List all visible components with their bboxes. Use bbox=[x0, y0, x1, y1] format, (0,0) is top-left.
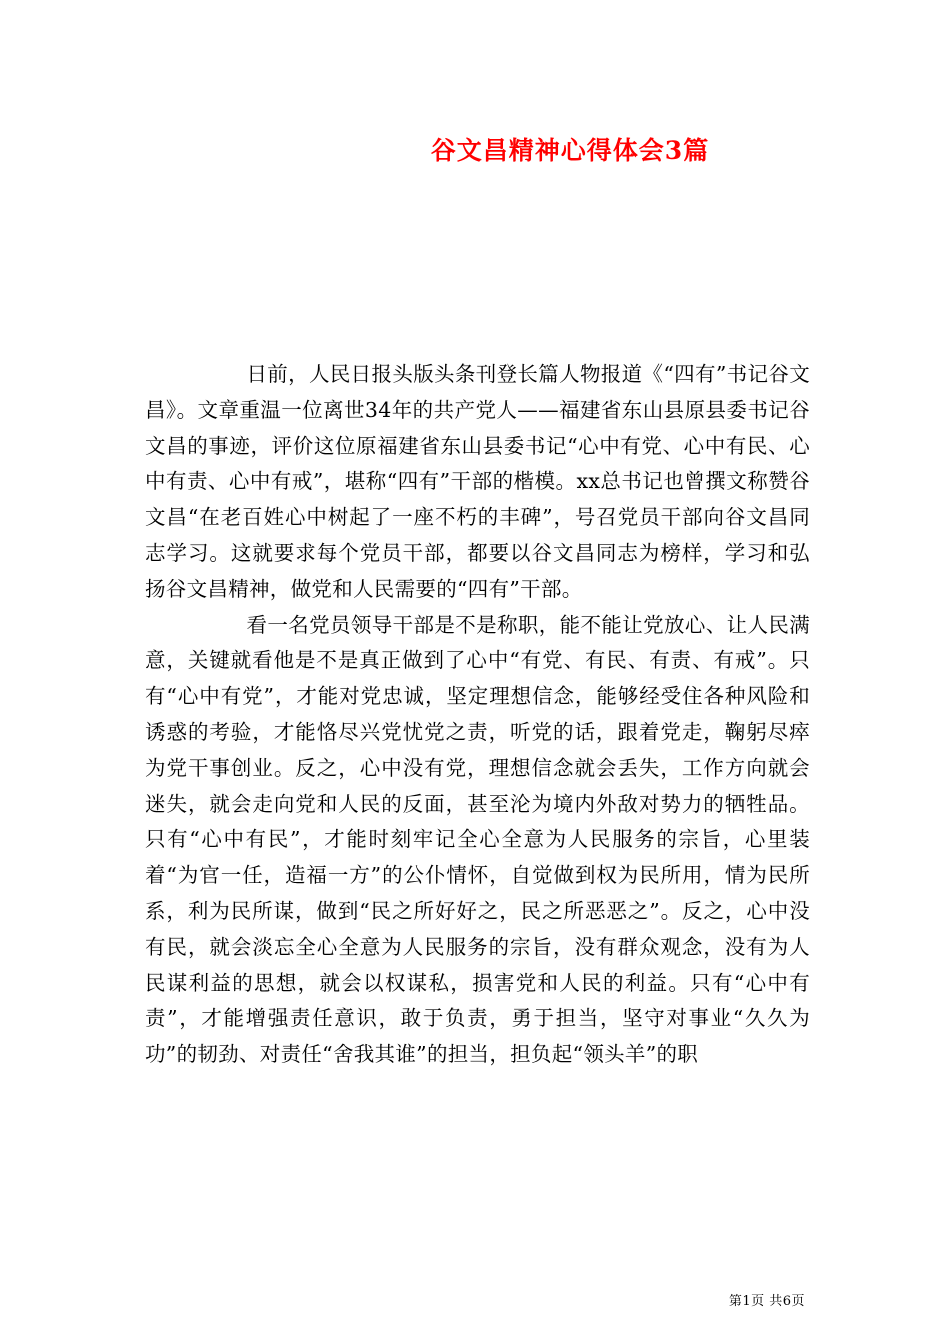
page-number: 第1页 共6页 bbox=[728, 1294, 805, 1309]
paragraph-1: 日前，人民日报头版头条刊登长篇人物报道《“四有”书记谷文昌》。文章重温一位离世34年的共产党人——福建省东山县原县委书记谷文昌的事迹，评价这位原福建省东山县委书记“心中有党、心中有民、心中有责、心中有戒”，堪称“四有”干部的楷模。xx总书记也曾撰文称赞谷文昌“在老百姓心中树起了一座不朽的丰碑”，号召党员干部向谷文昌同志学习。这就要求每个党员干部，都要以谷文昌同志为榜样，学习和弘扬谷文昌精神，做党和人民需要的“四有”干部。 bbox=[145, 362, 810, 601]
document-title: 谷文昌精神心得体会3篇 bbox=[430, 136, 710, 165]
paragraph-2: 看一名党员领导干部是不是称职，能不能让党放心、让人民满意，关键就看他是不是真正做到了心中“有党、有民、有责、有戒”。只有“心中有党”，才能对党忠诚，坚定理想信念，能够经受住各种风险和诱惑的考验，才能恪尽兴党忧党之责，听党的话，跟着党走，鞠躬尽瘁为党干事创业。反之，心中没有党，理想信念就会丢失，工作方向就会迷失，就会走向党和人民的反面，甚至沦为境内外敌对势力的牺牲品。只有“心中有民”，才能时刻牢记全心全意为人民服务的宗旨，心里装着“为官一任，造福一方”的公仆情怀，自觉做到权为民所用，情为民所系，利为民所谋，做到“民之所好好之，民之所恶恶之”。反之，心中没有民，就会淡忘全心全意为人民服务的宗旨，没有群众观念，没有为人民谋利益的思想，就会以权谋私，损害党和人民的利益。只有“心中有责”，才能增强责任意识，敢于负责，勇于担当，坚守对事业“久久为功”的韧劲、对责任“舍我其谁”的担当，担负起“领头羊”的职 bbox=[145, 612, 810, 1067]
document-body bbox=[145, 357, 810, 1073]
